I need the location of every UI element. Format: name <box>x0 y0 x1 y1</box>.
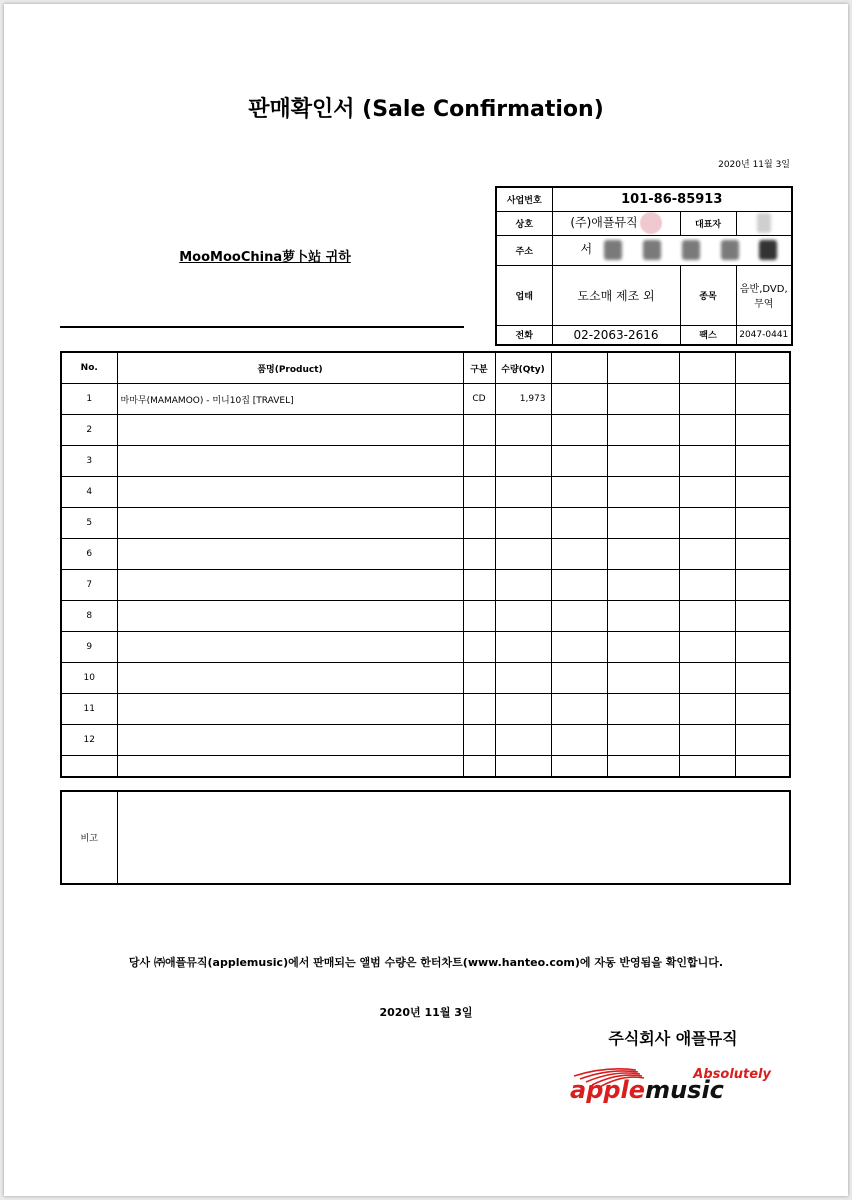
row-no: 1 <box>61 384 117 415</box>
row-qty <box>495 415 551 446</box>
row-product <box>117 570 463 601</box>
company-signature: 주식회사 애플뮤직 <box>608 1029 738 1048</box>
cell <box>735 663 790 694</box>
cell <box>735 539 790 570</box>
cell <box>607 384 679 415</box>
cell <box>551 415 607 446</box>
cell <box>735 477 790 508</box>
row-qty <box>495 508 551 539</box>
redaction-mark <box>643 240 661 260</box>
table-row <box>61 601 790 632</box>
reg-no-value: 101-86-85913 <box>552 187 792 211</box>
row-qty <box>495 601 551 632</box>
cell <box>607 446 679 477</box>
cell <box>551 539 607 570</box>
cell <box>607 694 679 725</box>
row-qty <box>495 539 551 570</box>
row-type <box>463 663 495 694</box>
redaction-mark <box>604 240 622 260</box>
row-no: 10 <box>61 663 117 694</box>
row-type <box>463 601 495 632</box>
table-row <box>61 384 790 415</box>
cell <box>551 446 607 477</box>
cell <box>607 601 679 632</box>
row-no: 4 <box>61 477 117 508</box>
header-empty <box>679 352 735 384</box>
row-no: 7 <box>61 570 117 601</box>
ceo-value-redacted <box>736 211 792 235</box>
cell <box>735 632 790 663</box>
company-name-label: 상호 <box>496 211 552 235</box>
cell <box>679 415 735 446</box>
row-qty <box>495 632 551 663</box>
cell <box>551 632 607 663</box>
cell <box>551 756 607 778</box>
row-product <box>117 632 463 663</box>
document-title: 판매확인서 (Sale Confirmation) <box>248 97 604 122</box>
cell <box>679 508 735 539</box>
cell <box>551 663 607 694</box>
address-cell <box>552 235 792 265</box>
cell <box>735 508 790 539</box>
cell <box>679 663 735 694</box>
cell <box>679 694 735 725</box>
row-product <box>117 446 463 477</box>
business-type-value: 도소매 제조 외 <box>552 265 680 325</box>
row-product <box>117 477 463 508</box>
company-name-cell <box>552 211 680 235</box>
business-type-label: 업태 <box>496 265 552 325</box>
row-product <box>117 725 463 756</box>
table-row <box>61 415 790 446</box>
reg-no-label: 사업번호 <box>496 187 552 211</box>
issue-date: 2020년 11월 3일 <box>718 160 790 170</box>
ceo-label: 대표자 <box>680 211 736 235</box>
row-no: 12 <box>61 725 117 756</box>
row-qty <box>495 446 551 477</box>
cell <box>735 601 790 632</box>
category-value: 음반,DVD, 무역 <box>736 265 792 325</box>
phone-value: 02-2063-2616 <box>552 325 680 345</box>
row-type <box>463 694 495 725</box>
cell <box>607 477 679 508</box>
cell <box>735 384 790 415</box>
cell <box>735 694 790 725</box>
cell <box>679 725 735 756</box>
row-type <box>463 539 495 570</box>
cell <box>607 725 679 756</box>
row-type <box>463 477 495 508</box>
table-row <box>61 694 790 725</box>
phone-label: 전화 <box>496 325 552 345</box>
row-product <box>117 694 463 725</box>
cell <box>495 756 551 778</box>
confirmation-notice: 당사 ㈜애플뮤직(applemusic)에서 판매되는 앨범 수량은 한터차트(www.hanteo.com)에 자동 반영됨을 확인합니다. <box>128 956 724 969</box>
cell <box>607 632 679 663</box>
row-no: 9 <box>61 632 117 663</box>
header-empty <box>735 352 790 384</box>
header-product: 품명(Product) <box>117 352 463 384</box>
row-product <box>117 539 463 570</box>
cell <box>551 694 607 725</box>
row-qty <box>495 694 551 725</box>
row-no: 8 <box>61 601 117 632</box>
cell <box>735 725 790 756</box>
seller-info-table <box>495 186 793 346</box>
cell <box>735 446 790 477</box>
cell <box>551 570 607 601</box>
cell <box>607 508 679 539</box>
cell <box>607 756 679 778</box>
logo-tagline: Absolutely <box>693 1067 771 1082</box>
cell <box>679 570 735 601</box>
company-name-value: (주)애플뮤직 <box>570 215 638 230</box>
cell <box>735 415 790 446</box>
redaction-mark <box>682 240 700 260</box>
remarks-label: 비고 <box>61 791 117 884</box>
table-row-empty <box>61 756 790 778</box>
row-no: 5 <box>61 508 117 539</box>
row-product <box>117 663 463 694</box>
table-row <box>61 477 790 508</box>
cell <box>679 601 735 632</box>
row-product <box>117 601 463 632</box>
row-type <box>463 725 495 756</box>
header-qty: 수량(Qty) <box>495 352 551 384</box>
cell <box>551 477 607 508</box>
cell <box>735 756 790 778</box>
cell <box>117 756 463 778</box>
table-row <box>61 539 790 570</box>
signature-date: 2020년 11월 3일 <box>379 1006 473 1019</box>
company-seal <box>640 212 662 234</box>
cell <box>551 384 607 415</box>
cell <box>679 539 735 570</box>
row-product: 마마무(MAMAMOO) - 미니10집 [TRAVEL] <box>117 384 463 415</box>
cell <box>735 570 790 601</box>
cell <box>679 446 735 477</box>
row-type <box>463 632 495 663</box>
recipient-underline <box>60 326 464 328</box>
category-label: 종목 <box>680 265 736 325</box>
cell <box>463 756 495 778</box>
table-row <box>61 570 790 601</box>
row-qty <box>495 477 551 508</box>
header-type: 구분 <box>463 352 495 384</box>
row-qty: 1,973 <box>495 384 551 415</box>
row-qty <box>495 725 551 756</box>
remarks-content <box>117 791 790 884</box>
recipient: MooMooChina萝卜站 귀하 <box>179 250 351 265</box>
row-type <box>463 570 495 601</box>
cell <box>607 570 679 601</box>
row-no: 11 <box>61 694 117 725</box>
redaction-mark <box>759 240 777 260</box>
row-no: 2 <box>61 415 117 446</box>
row-product <box>117 508 463 539</box>
table-header-row <box>61 352 790 384</box>
cell <box>607 663 679 694</box>
header-no: No. <box>61 352 117 384</box>
cell <box>679 632 735 663</box>
row-type <box>463 508 495 539</box>
row-no: 6 <box>61 539 117 570</box>
address-label: 주소 <box>496 235 552 265</box>
cell <box>679 477 735 508</box>
header-empty <box>551 352 607 384</box>
row-type <box>463 415 495 446</box>
redaction-mark <box>721 240 739 260</box>
table-row <box>61 446 790 477</box>
table-row <box>61 632 790 663</box>
redaction-mark <box>757 213 771 233</box>
table-row <box>61 725 790 756</box>
cell <box>607 415 679 446</box>
fax-value: 2047-0441 <box>736 325 792 345</box>
row-qty <box>495 663 551 694</box>
address-partial: 서 <box>580 241 593 256</box>
cell <box>679 756 735 778</box>
cell <box>679 384 735 415</box>
row-type: CD <box>463 384 495 415</box>
items-table <box>60 351 791 778</box>
cell <box>551 725 607 756</box>
row-type <box>463 446 495 477</box>
row-no: 3 <box>61 446 117 477</box>
cell <box>551 508 607 539</box>
remarks-table <box>60 790 791 885</box>
row-qty <box>495 570 551 601</box>
fax-label: 팩스 <box>680 325 736 345</box>
table-row <box>61 663 790 694</box>
header-empty <box>607 352 679 384</box>
applemusic-logo <box>566 1060 776 1104</box>
cell <box>61 756 117 778</box>
table-row <box>61 508 790 539</box>
cell <box>607 539 679 570</box>
row-product <box>117 415 463 446</box>
cell <box>551 601 607 632</box>
logo-wordmark: applemusic <box>570 1076 724 1104</box>
